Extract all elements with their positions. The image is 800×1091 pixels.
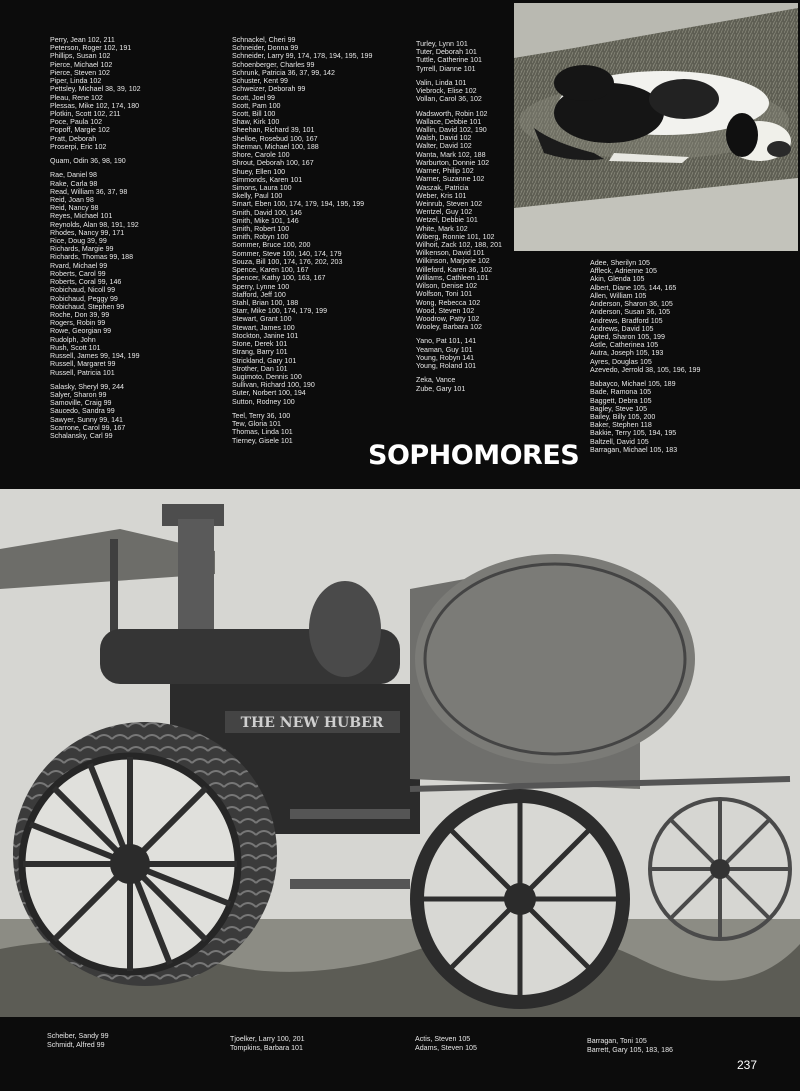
index-entry: Poce, Paula 102 bbox=[50, 118, 103, 127]
index-entry: Phillips, Susan 102 bbox=[50, 52, 111, 61]
index-entry: Schrunk, Patricia 36, 37, 99, 142 bbox=[232, 68, 335, 77]
index-entry: Starr, Mike 100, 174, 179, 199 bbox=[232, 307, 328, 316]
index-entry: Rvard, Michael 99 bbox=[50, 261, 108, 270]
index-entry: Rowe, Georgian 99 bbox=[50, 327, 112, 336]
index-entry: Tuttle, Catherine 101 bbox=[416, 56, 482, 65]
index-entry: Tjoelker, Larry 100, 201 bbox=[230, 1035, 305, 1043]
index-entry: Baggett, Debra 105 bbox=[590, 396, 652, 405]
index-entry: Wadsworth, Robin 102 bbox=[416, 109, 488, 118]
index-entry: Spence, Karen 100, 167 bbox=[232, 266, 309, 275]
index-entry: Wanta, Mark 102, 188 bbox=[416, 150, 486, 159]
index-entry: Schalansky, Carl 99 bbox=[50, 432, 113, 441]
index-entry: Stockton, Janine 101 bbox=[232, 331, 299, 340]
index-entry: Samoville, Craig 99 bbox=[50, 399, 112, 408]
index-entry: Willeford, Karen 36, 102 bbox=[416, 265, 493, 274]
index-entry: Andrews, Bradford 105 bbox=[590, 316, 663, 325]
index-entry: Scott, Bill 100 bbox=[232, 109, 276, 118]
index-entry: Astle, Catherinea 105 bbox=[590, 341, 659, 350]
bottom-column-1 bbox=[47, 1032, 109, 1049]
index-entry: Pierce, Michael 102 bbox=[50, 60, 113, 69]
index-entry: Sperry, Lynne 100 bbox=[232, 282, 290, 291]
index-entry: Wentzel, Guy 102 bbox=[416, 208, 473, 217]
index-entry: Russell, James 99, 194, 199 bbox=[50, 352, 140, 361]
index-entry: Yano, Pat 101, 141 bbox=[416, 337, 477, 346]
index-entry: Proserpi, Eric 102 bbox=[50, 142, 107, 151]
index-entry: Reynolds, Alan 98, 191, 192 bbox=[50, 220, 139, 229]
index-column-3 bbox=[416, 40, 502, 393]
index-entry: Shrout, Deborah 100, 167 bbox=[232, 159, 314, 168]
index-entry: Andrews, David 105 bbox=[590, 324, 654, 333]
index-entry: Tyrrell, Dianne 101 bbox=[416, 64, 476, 73]
index-entry: Sawyer, Sunny 99, 141 bbox=[50, 415, 123, 424]
index-entry: Teel, Terry 36, 100 bbox=[232, 411, 291, 420]
index-entry: Walsh, David 102 bbox=[416, 134, 472, 143]
index-entry: Rush, Scott 101 bbox=[50, 343, 101, 352]
index-entry: Wilhoit, Zack 102, 188, 201 bbox=[416, 241, 502, 250]
index-entry: Schuster, Kent 99 bbox=[232, 77, 288, 86]
index-entry: Tew, Gloria 101 bbox=[232, 420, 281, 429]
index-entry: Smith, Robert 100 bbox=[232, 225, 290, 234]
index-entry: Peterson, Roger 102, 191 bbox=[50, 44, 132, 53]
index-entry: Shaw, Kirk 100 bbox=[232, 118, 280, 127]
index-entry: Strother, Dan 101 bbox=[232, 364, 288, 373]
index-entry: Tuter, Deborah 101 bbox=[416, 48, 477, 57]
index-entry: Scheiber, Sandy 99 bbox=[47, 1032, 109, 1040]
index-entry: Reid, Joan 98 bbox=[50, 195, 94, 204]
index-entry: Thomas, Linda 101 bbox=[232, 428, 293, 437]
index-entry: Akin, Glenda 105 bbox=[590, 275, 645, 284]
index-entry: Warburton, Donnie 102 bbox=[416, 158, 490, 167]
index-entry: Salasky, Sheryl 99, 244 bbox=[50, 382, 124, 391]
index-entry: Roberts, Carol 99 bbox=[50, 269, 106, 278]
index-entry: Strang, Barry 101 bbox=[232, 348, 288, 357]
index-entry: Apted, Sharon 105, 199 bbox=[590, 332, 665, 341]
index-entry: Autra, Joseph 105, 193 bbox=[590, 349, 664, 358]
index-entry: Young, Roland 101 bbox=[416, 362, 477, 371]
index-entry: Perry, Jean 102, 211 bbox=[50, 36, 115, 44]
index-entry: Tompkins, Barbara 101 bbox=[230, 1043, 303, 1052]
index-entry: Zube, Gary 101 bbox=[416, 384, 466, 393]
index-entry: Pettsley, Michael 38, 39, 102 bbox=[50, 85, 141, 94]
rear-wheel bbox=[13, 722, 277, 986]
index-entry: Anderson, Sharon 36, 105 bbox=[590, 300, 673, 309]
index-entry: Weinrub, Steven 102 bbox=[416, 199, 483, 208]
index-entry: Barragan, Michael 105, 183 bbox=[590, 445, 678, 454]
index-entry: Azevedo, Jerrold 38, 105, 196, 199 bbox=[590, 365, 701, 374]
index-entry: Schneider, Larry 99, 174, 178, 194, 195, 199 bbox=[232, 52, 373, 61]
index-entry: Schoenberger, Charles 99 bbox=[232, 60, 315, 69]
index-entry: Souza, Bill 100, 174, 176, 202, 203 bbox=[232, 257, 343, 266]
index-entry: Babayco, Michael 105, 189 bbox=[590, 380, 676, 389]
index-entry: Bade, Ramona 105 bbox=[590, 388, 652, 397]
index-entry: Stewart, Grant 100 bbox=[232, 315, 292, 324]
index-entry: Salyer, Sharon 99 bbox=[50, 390, 107, 399]
index-entry: Smith, David 100, 146 bbox=[232, 208, 302, 217]
index-entry: Warner, Philip 102 bbox=[416, 167, 474, 176]
index-entry: Viebrock, Elise 102 bbox=[416, 87, 477, 96]
index-entry: Pratt, Deborah bbox=[50, 134, 97, 143]
index-entry: Scott, Pam 100 bbox=[232, 101, 281, 110]
index-entry: Plotkin, Scott 102, 211 bbox=[50, 109, 121, 118]
index-entry: Robichaud, Stephen 99 bbox=[50, 302, 125, 311]
index-entry: Rake, Carla 98 bbox=[50, 179, 98, 188]
index-entry: Smith, Mike 101, 146 bbox=[232, 216, 299, 225]
index-entry: Saucedo, Sandra 99 bbox=[50, 407, 115, 416]
section-heading: SOPHOMORES bbox=[368, 440, 580, 471]
index-entry: Stahl, Brian 100, 188 bbox=[232, 299, 299, 307]
index-entry: Wilson, Denise 102 bbox=[416, 282, 478, 291]
index-entry: Sutton, Rodney 100 bbox=[232, 397, 295, 406]
index-entry: Richards, Margie 99 bbox=[50, 245, 114, 254]
index-entry: Pierce, Steven 102 bbox=[50, 68, 110, 77]
index-entry: Robichaud, Peggy 99 bbox=[50, 294, 118, 303]
index-entry: Russell, Patricia 101 bbox=[50, 368, 115, 377]
index-entry: Actis, Steven 105 bbox=[415, 1035, 471, 1043]
index-entry: Read, William 36, 37, 98 bbox=[50, 187, 128, 196]
index-entry: Wilkinson, Marjorie 102 bbox=[416, 257, 490, 266]
index-entry: Turley, Lynn 101 bbox=[416, 40, 468, 48]
index-entry: Adee, Sherilyn 105 bbox=[590, 259, 650, 267]
index-entry: Baker, Stephen 118 bbox=[590, 421, 652, 430]
index-entry: Vollan, Carol 36, 102 bbox=[416, 95, 482, 104]
index-entry: Pleau, Rene 102 bbox=[50, 93, 103, 102]
index-entry: Reid, Nancy 98 bbox=[50, 204, 99, 213]
index-entry: Weber, Kris 101 bbox=[416, 191, 467, 200]
index-entry: Simons, Laura 100 bbox=[232, 183, 292, 192]
index-entry: Stewart, James 100 bbox=[232, 323, 295, 332]
bottom-column-3 bbox=[415, 1035, 477, 1052]
index-entry: Shore, Carole 100 bbox=[232, 151, 290, 160]
index-entry: Robichaud, Nicoll 99 bbox=[50, 286, 116, 295]
index-entry: Scarrone, Carol 99, 167 bbox=[50, 423, 126, 432]
index-entry: Woodrow, Patty 102 bbox=[416, 315, 480, 323]
index-entry: Anderson, Susan 36, 105 bbox=[590, 308, 671, 317]
index-entry: Smart, Eben 100, 174, 179, 194, 195, 199 bbox=[232, 200, 365, 209]
index-entry: Bailey, Billy 105, 200 bbox=[590, 412, 656, 421]
page-number: 237 bbox=[737, 1058, 758, 1072]
index-entry: Rice, Doug 39, 99 bbox=[50, 237, 107, 246]
index-entry: Albert, Diane 105, 144, 165 bbox=[590, 283, 677, 292]
index-entry: Baltzell, David 105 bbox=[590, 437, 649, 446]
index-entry: Piper, Linda 102 bbox=[50, 77, 102, 86]
index-entry: Scott, Joel 99 bbox=[232, 93, 275, 102]
index-entry: Rhodes, Nancy 99, 171 bbox=[50, 228, 125, 237]
index-entry: Schnackel, Cheri 99 bbox=[232, 36, 296, 44]
index-entry: Wong, Rebecca 102 bbox=[416, 298, 481, 307]
index-entry: Wiberg, Ronnie 101, 102 bbox=[416, 232, 495, 241]
index-column-4 bbox=[590, 259, 700, 454]
index-entry: Ayres, Douglas 105 bbox=[590, 357, 652, 366]
index-entry: Tierney, Gisele 101 bbox=[232, 436, 293, 445]
index-entry: Allen, William 105 bbox=[590, 291, 647, 300]
index-entry: Spencer, Kathy 100, 163, 167 bbox=[232, 274, 326, 283]
index-entry: Wilkenson, David 101 bbox=[416, 249, 485, 258]
dog-photo bbox=[514, 3, 798, 251]
index-entry: Roche, Don 39, 99 bbox=[50, 311, 110, 319]
bottom-column-4 bbox=[587, 1037, 673, 1054]
index-entry: Wolfson, Toni 101 bbox=[416, 290, 473, 299]
index-entry: Popoff, Margie 102 bbox=[50, 126, 110, 135]
wagon-wheel bbox=[650, 799, 790, 939]
index-entry: White, Mark 102 bbox=[416, 224, 468, 233]
index-entry: Shuey, Ellen 100 bbox=[232, 167, 286, 176]
index-entry: Rogers, Robin 99 bbox=[50, 319, 106, 328]
index-entry: Bakkie, Terry 105, 194, 195 bbox=[590, 429, 677, 438]
index-column-2 bbox=[232, 36, 372, 445]
index-entry: Barragan, Toni 105 bbox=[587, 1037, 647, 1045]
index-entry: Zeka, Vance bbox=[416, 376, 456, 385]
index-entry: Shelloe, Rosebud 100, 167 bbox=[232, 134, 318, 143]
index-column-1 bbox=[50, 36, 141, 440]
index-entry: Roberts, Coral 99, 146 bbox=[50, 278, 122, 287]
index-entry: Wood, Steven 102 bbox=[416, 306, 475, 315]
index-entry: Simmonds, Karen 101 bbox=[232, 175, 303, 184]
index-entry: Bagley, Steve 105 bbox=[590, 404, 648, 413]
index-entry: Smith, Robyn 100 bbox=[232, 233, 289, 242]
index-entry: Sugimoto, Dennis 100 bbox=[232, 372, 302, 381]
index-entry: Sommer, Bruce 100, 200 bbox=[232, 241, 311, 250]
index-entry: Young, Robyn 141 bbox=[416, 353, 475, 362]
index-entry: Strickland, Gary 101 bbox=[232, 356, 297, 365]
index-entry: Sommer, Steve 100, 140, 174, 179 bbox=[232, 249, 342, 258]
index-entry: Plessas, Mike 102, 174, 180 bbox=[50, 101, 140, 110]
index-entry: Rudolph, John bbox=[50, 335, 96, 344]
index-entry: Williams, Cathleen 101 bbox=[416, 273, 489, 282]
bottom-column-2 bbox=[230, 1035, 305, 1052]
index-entry: Rae, Daniel 98 bbox=[50, 171, 97, 180]
steam-engine-photo bbox=[0, 489, 800, 1017]
index-entry: Sherman, Michael 100, 188 bbox=[232, 142, 319, 151]
index-entry: Warner, Suzanne 102 bbox=[416, 175, 485, 184]
index-entry: Stone, Derek 101 bbox=[232, 340, 288, 349]
sleeping-dog-image bbox=[514, 3, 798, 251]
index-entry: Skelly, Paul 100 bbox=[232, 192, 283, 201]
index-entry: Wallace, Debbie 101 bbox=[416, 117, 482, 126]
index-entry: Reyes, Michael 101 bbox=[50, 212, 113, 221]
index-entry: Walter, David 102 bbox=[416, 142, 472, 151]
index-entry: Adams, Steven 105 bbox=[415, 1043, 477, 1052]
index-entry: Schweizer, Deborah 99 bbox=[232, 85, 306, 94]
index-entry: Affleck, Adrienne 105 bbox=[590, 267, 657, 276]
steam-traction-engine-image bbox=[0, 489, 800, 1017]
index-entry: Suter, Norbert 100, 194 bbox=[232, 389, 306, 398]
index-entry: Wooley, Barbara 102 bbox=[416, 323, 482, 332]
index-entry: Sullivan, Richard 100, 190 bbox=[232, 381, 315, 390]
index-entry: Barrett, Gary 105, 183, 186 bbox=[587, 1045, 673, 1054]
index-entry: Schneider, Donna 99 bbox=[232, 44, 299, 53]
index-entry: Wetzel, Debbie 101 bbox=[416, 216, 478, 225]
index-entry: Wallin, David 102, 190 bbox=[416, 125, 487, 134]
index-entry: Quam, Odin 36, 98, 190 bbox=[50, 157, 126, 166]
index-entry: Valin, Linda 101 bbox=[416, 78, 467, 87]
index-entry: Stafford, Jeff 100 bbox=[232, 290, 286, 299]
index-entry: Sheehan, Richard 39, 101 bbox=[232, 126, 315, 135]
index-entry: Schmidt, Alfred 99 bbox=[47, 1040, 105, 1049]
index-entry: Richards, Thomas 99, 188 bbox=[50, 253, 134, 262]
index-entry: Yeaman, Guy 101 bbox=[416, 345, 473, 354]
engine-nameplate: THE NEW HUBER bbox=[240, 715, 384, 731]
front-wheel bbox=[410, 789, 630, 1009]
index-entry: Waszak, Patricia bbox=[416, 183, 469, 192]
index-entry: Russell, Margaret 99 bbox=[50, 360, 116, 369]
